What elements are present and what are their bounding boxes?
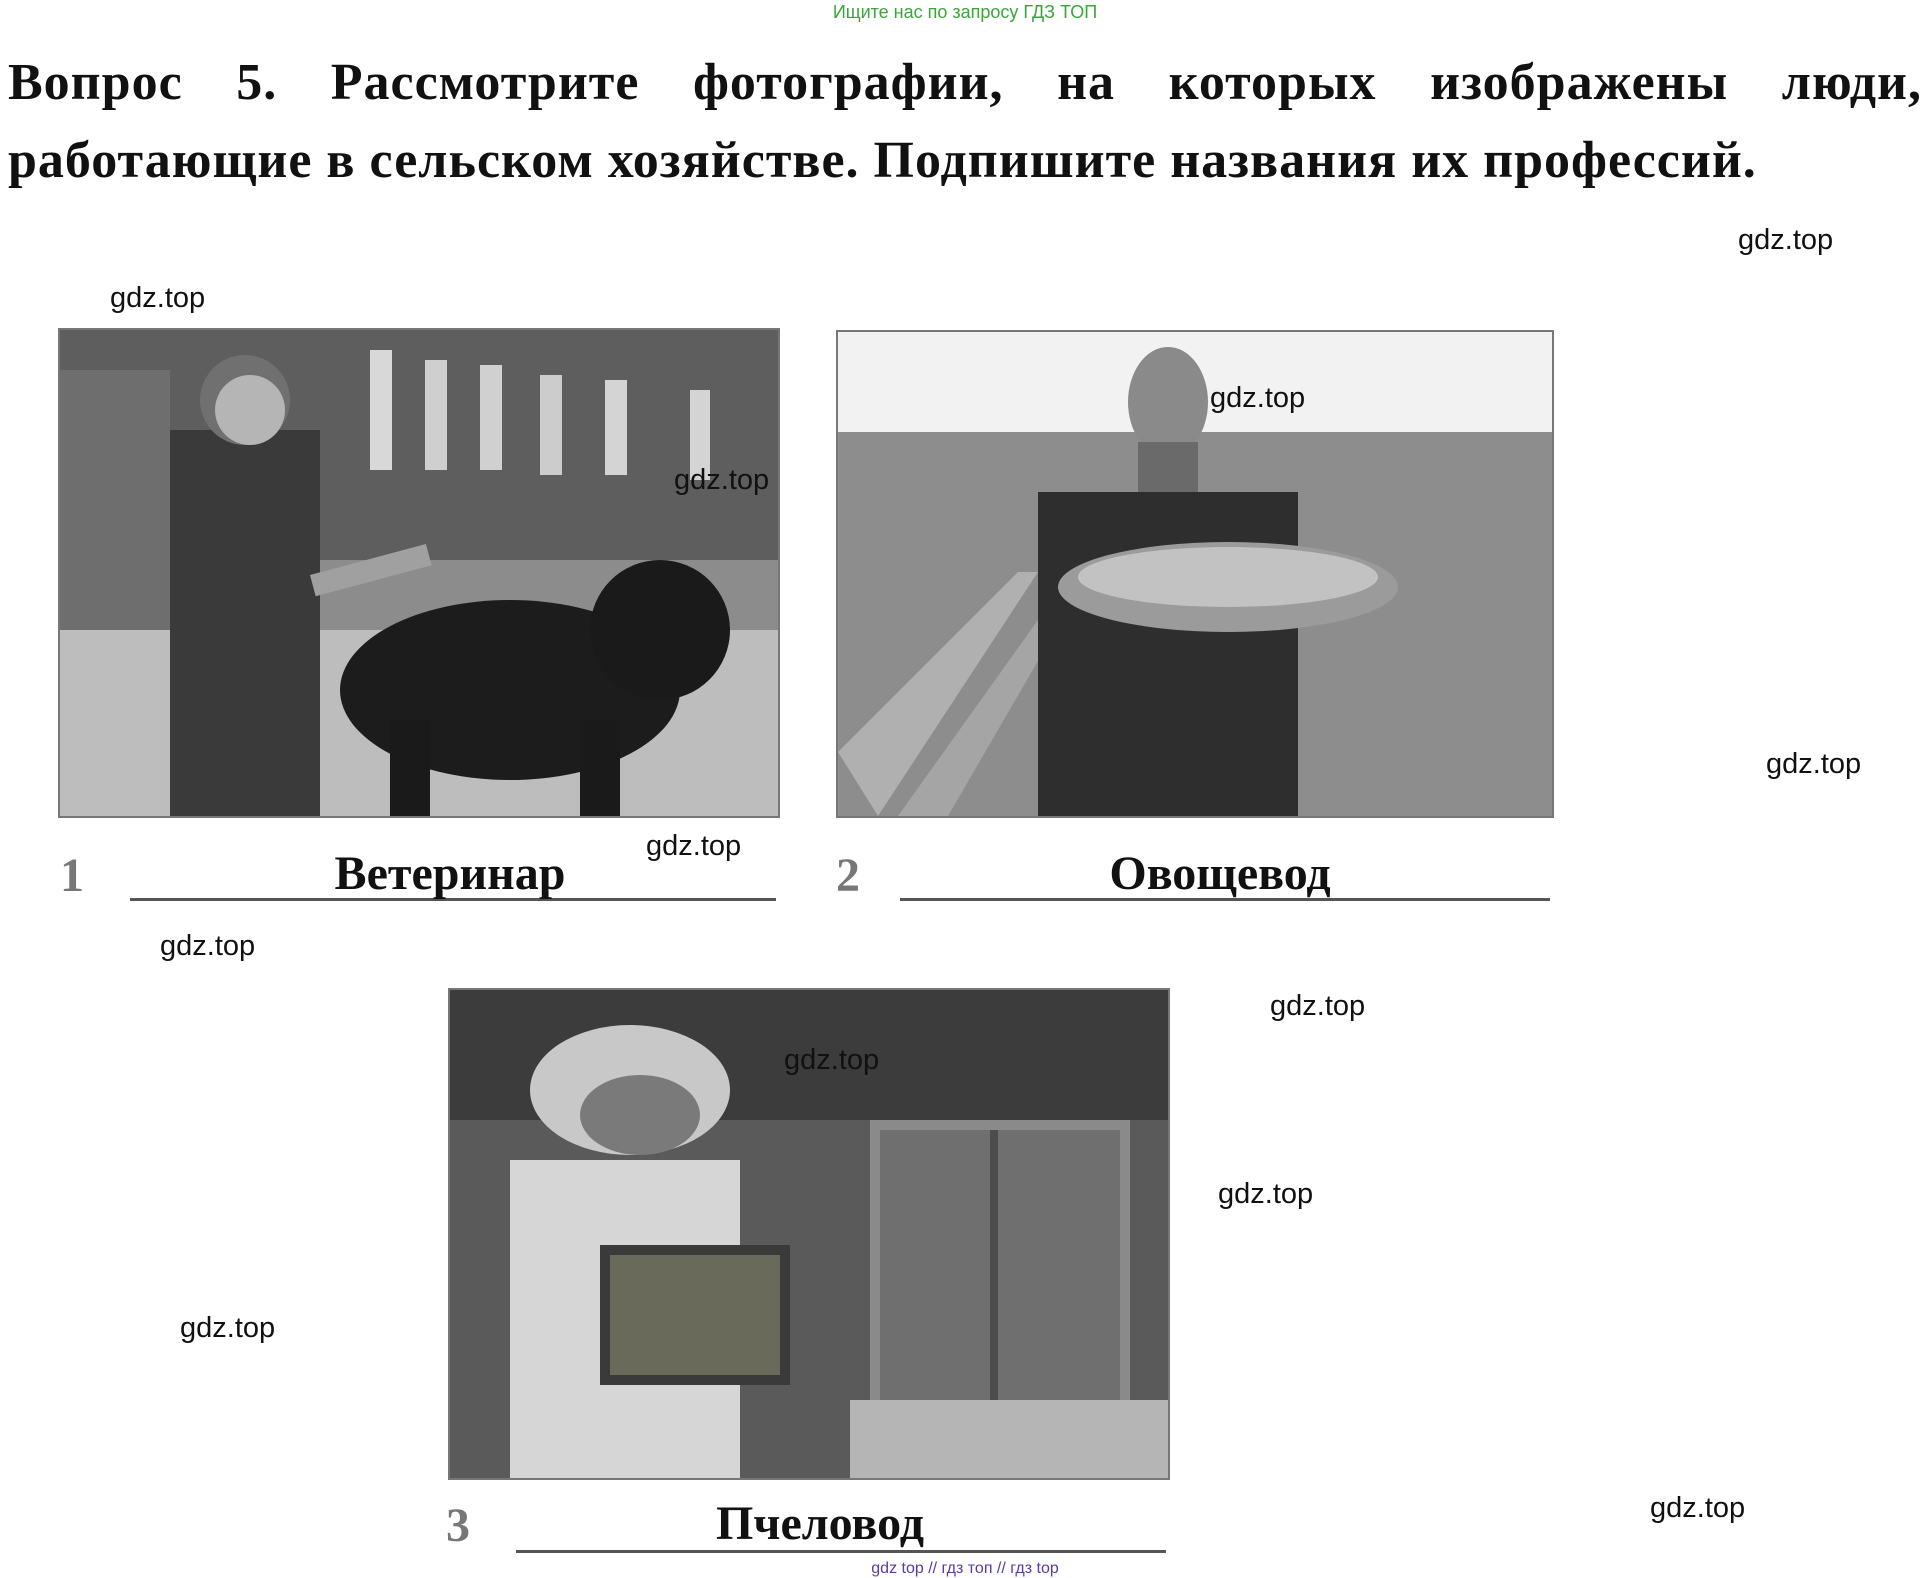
question-text: Вопрос 5. Рассмотрите фотографии, на которых изображены люди, работающие в сельском хозяйстве. Подпишите названия их профессий. [8, 54, 1922, 189]
photo-vegetable-grower [836, 330, 1554, 818]
watermark: gdz.top [1650, 1492, 1746, 1524]
watermark: gdz.top [110, 282, 206, 314]
footer-links: gdz top // гдз топ // гдз top [871, 1560, 1059, 1577]
item-number-3: 3 [446, 1499, 470, 1552]
item-number-1: 1 [60, 849, 84, 902]
answer-2: Овощевод [1109, 847, 1331, 900]
answer-1: Ветеринар [334, 847, 566, 900]
top-banner: Ищите нас по запросу ГДЗ ТОП [832, 2, 1098, 22]
watermark: gdz.top [784, 1044, 880, 1076]
watermark: gdz.top [1210, 382, 1306, 414]
watermark: gdz.top [1218, 1178, 1314, 1210]
watermark: gdz.top [674, 464, 770, 496]
answer-3: Пчеловод [716, 1497, 924, 1550]
watermark: gdz.top [1766, 748, 1862, 780]
item-number-2: 2 [836, 849, 860, 902]
watermark: gdz.top [646, 830, 742, 862]
watermark: gdz.top [1738, 224, 1834, 256]
watermark: gdz.top [160, 930, 256, 962]
watermark: gdz.top [1270, 990, 1366, 1022]
photo-veterinarian [58, 328, 780, 818]
watermark: gdz.top [180, 1312, 276, 1344]
